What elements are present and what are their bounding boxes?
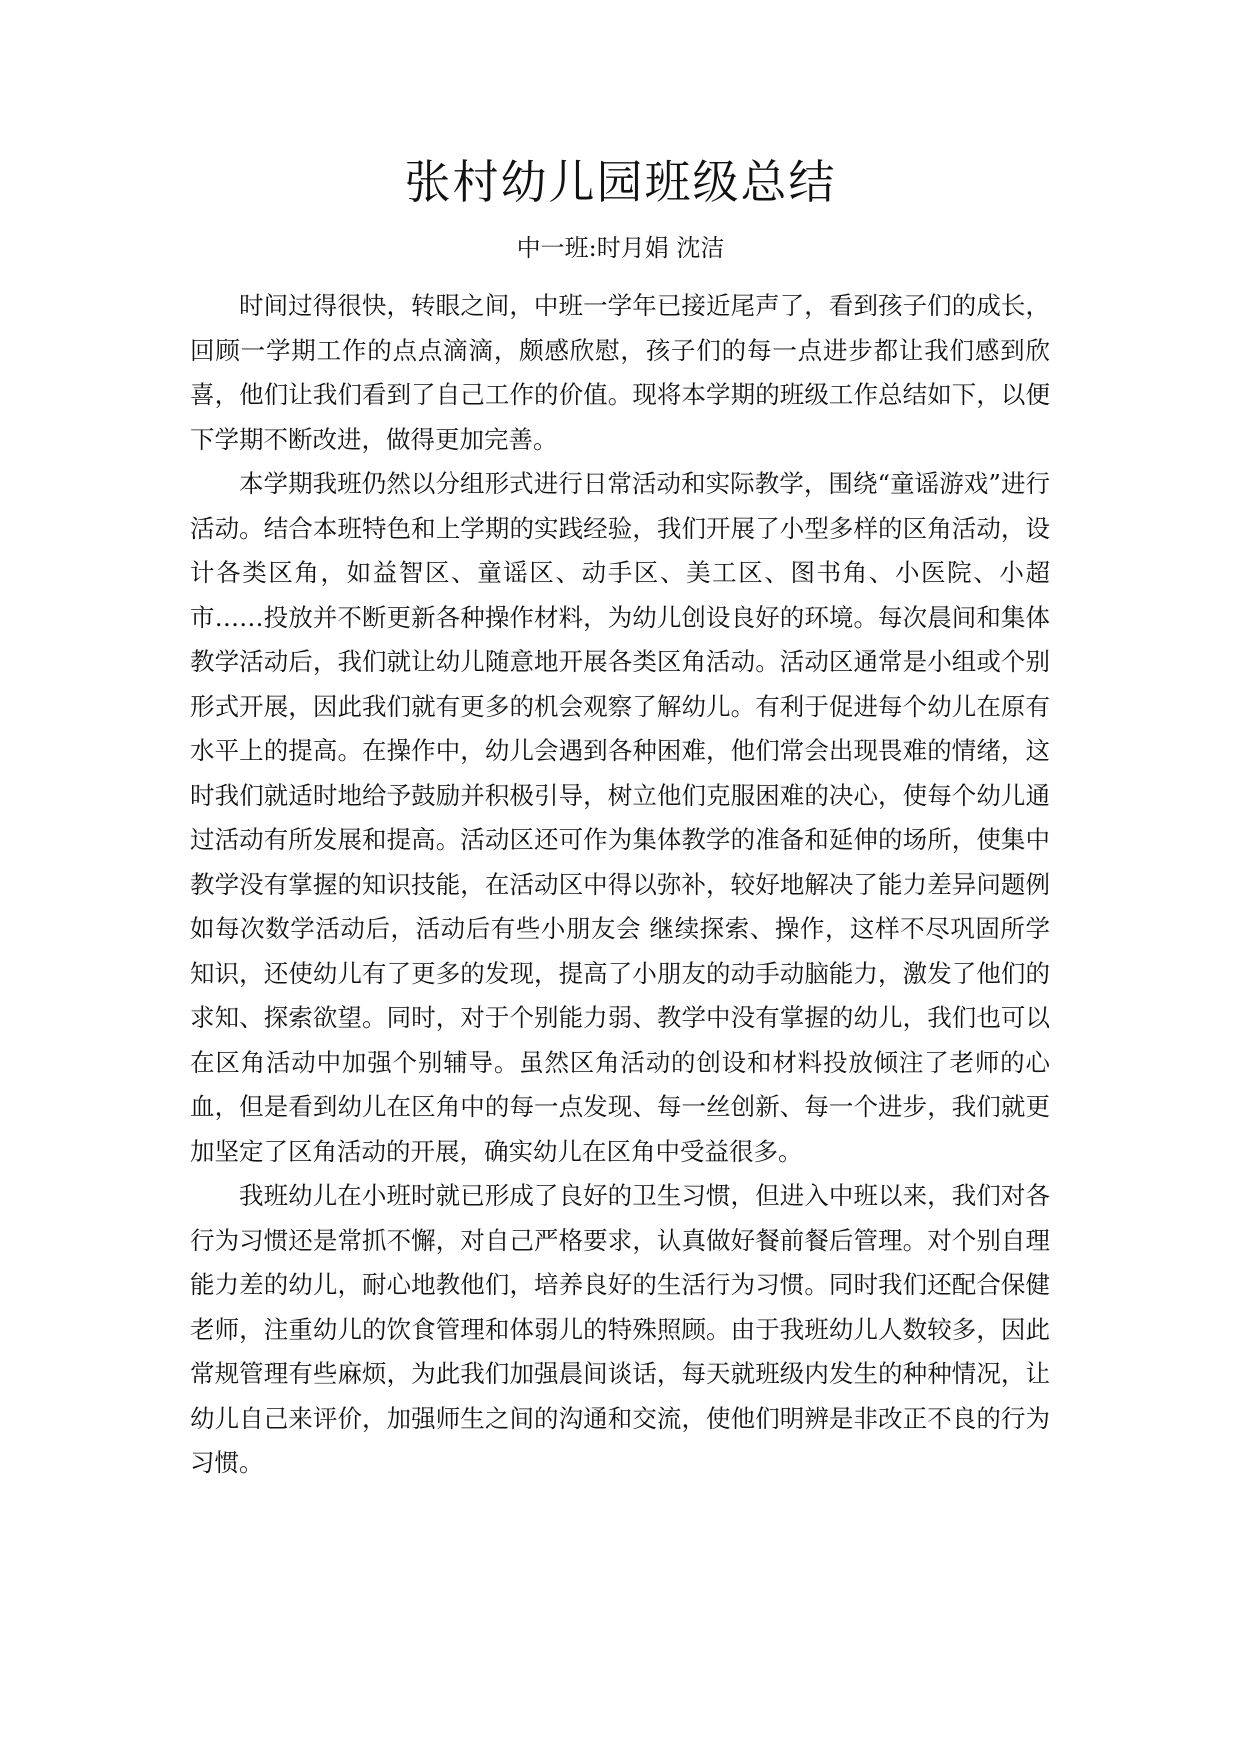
document-title: 张村幼儿园班级总结 bbox=[404, 155, 837, 209]
document-subtitle: 中一班:时月娟 沈洁 bbox=[516, 234, 725, 262]
paragraph-intro: 时间过得很快，转眼之间，中班一学年已接近尾声了，看到孩子们的成长，回顾一学期工作的点点滴滴，颇感欣慰，孩子们的每一点进步都让我们感到欣喜，他们让我们看到了自己工作的价值。现将本学期的班级工作总结如下，以便下学期不断改进，做得更加完善。 bbox=[190, 291, 1050, 454]
paragraph-activity-areas: 本学期我班仍然以分组形式进行日常活动和实际教学，围绕“童谣游戏”进行活动。结合本班特色和上学期的实践经验，我们开展了小型多样的区角活动，设计各类区角，如益智区、童谣区、动手区、美工区、图书角、小医院、小超市……投放并不断更新各种操作材料，为幼儿创设良好的环境。每次晨间和集体教学活动后，我们就让幼儿随意地开展各类区角活动。活动区通常是小组或个别形式开展，因此我们就有更多的机会观察了解幼儿。有利于促进每个幼儿在原有水平上的提高。在操作中，幼儿会遇到各种困难，他们常会出现畏难的情绪，这时我们就适时地给予鼓励并积极引导，树立他们克服困难的决心，使每个幼儿通过活动有所发展和提高。活动区还可作为集体教学的准备和延伸的场所，使集中教学没有掌握的知识技能，在活动区中得以弥补，较好地解决了能力差异问题例如每次数学活动后，活动后有些小朋友会 继续探索、操作，这样不尽巩固所学知识，还使幼儿有了更多的发现，提高了小朋友的动手动脑能力，激发了他们的求知、探索欲望。同时，对于个别能力弱、教学中没有掌握的幼儿，我们也可以在区角活动中加强个别辅导。虽然区角活动的创设和材料投放倾注了老师的心血，但是看到幼儿在区角中的每一点发现、每一丝创新、每一个进步，我们就更加坚定了区角活动的开展，确实幼儿在区角中受益很多。 bbox=[190, 469, 1050, 1166]
paragraph-habits: 我班幼儿在小班时就已形成了良好的卫生习惯，但进入中班以来，我们对各行为习惯还是常抓不懈，对自己严格要求，认真做好餐前餐后管理。对个别自理能力差的幼儿，耐心地教他们，培养良好的生活行为习惯。同时我们还配合保健老师，注重幼儿的饮食管理和体弱儿的特殊照顾。由于我班幼儿人数较多，因此常规管理有些麻烦，为此我们加强晨间谈话，每天就班级内发生的种种情况，让幼儿自己来评价，加强师生之间的沟通和交流，使他们明辨是非改正不良的行为习惯。 bbox=[190, 1181, 1050, 1477]
document-body bbox=[190, 284, 1050, 1486]
